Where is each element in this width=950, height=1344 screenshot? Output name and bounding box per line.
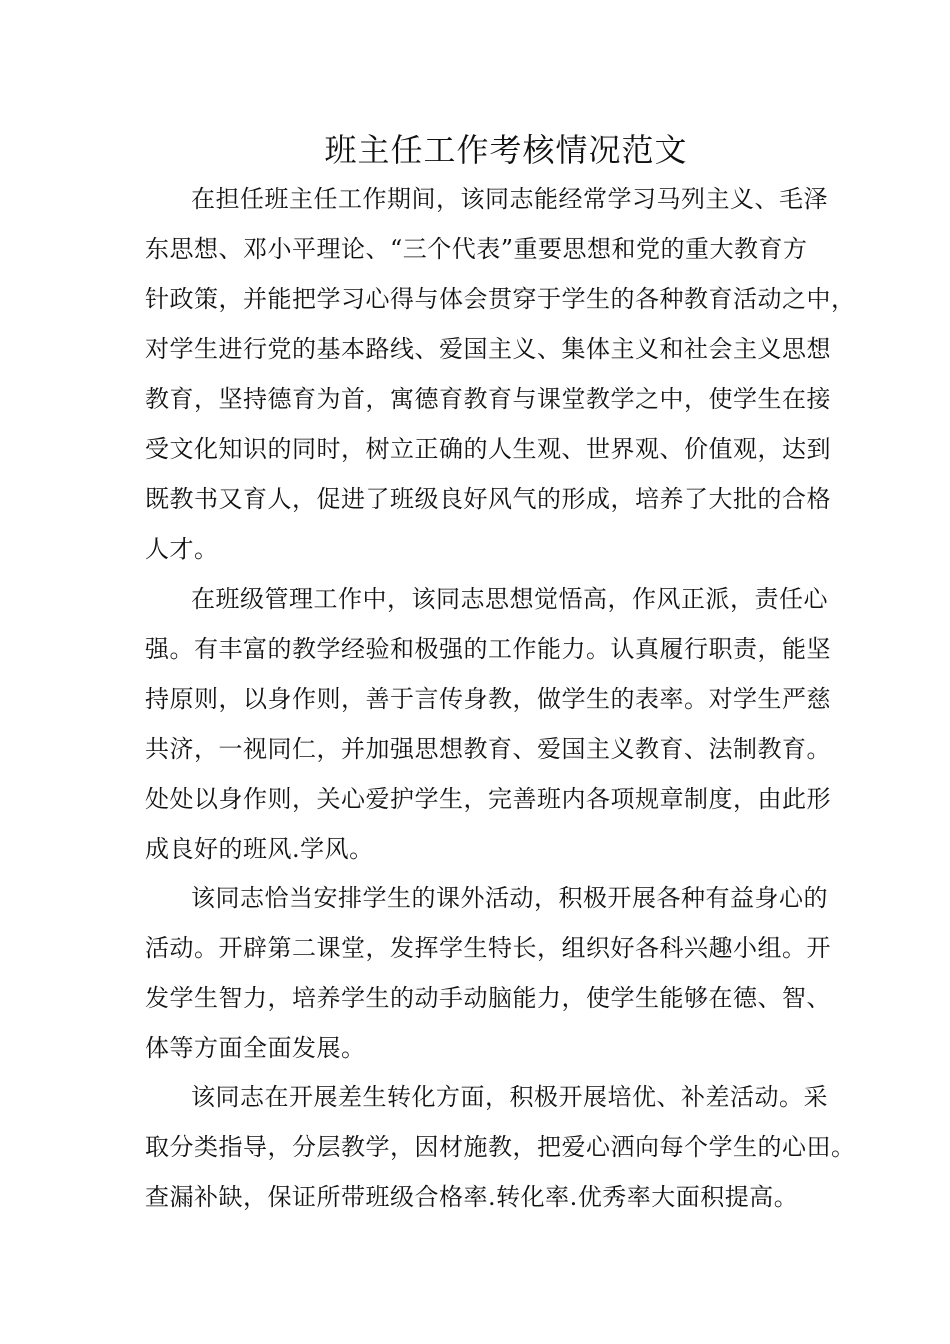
paragraph-1-line-4: 对学生进行党的基本路线、爱国主义、集体主义和社会主义思想 <box>145 335 831 363</box>
paragraph-1-line-1: 在担任班主任工作期间，该同志能经常学习马列主义、毛泽 <box>191 185 828 213</box>
paragraph-1-line-6: 受文化知识的同时，树立正确的人生观、世界观、价值观，达到 <box>145 435 831 463</box>
document-title: 班主任工作考核情况范文 <box>324 131 688 169</box>
paragraph-2-line-5: 处处以身作则，关心爱护学生，完善班内各项规章制度，由此形 <box>145 785 831 813</box>
paragraph-2-line-3: 持原则，以身作则，善于言传身教，做学生的表率。对学生严慈 <box>145 685 831 713</box>
paragraph-4-line-3: 查漏补缺，保证所带班级合格率.转化率.优秀率大面积提高。 <box>145 1183 799 1211</box>
paragraph-4-line-2: 取分类指导，分层教学，因材施教，把爱心洒向每个学生的心田。 <box>145 1133 856 1161</box>
paragraph-4-line-1: 该同志在开展差生转化方面，积极开展培优、补差活动。采 <box>191 1083 828 1111</box>
paragraph-3-line-1: 该同志恰当安排学生的课外活动，积极开展各种有益身心的 <box>191 884 828 912</box>
paragraph-1-line-2: 东思想、邓小平理论、“三个代表”重要思想和党的重大教育方 <box>145 235 808 263</box>
paragraph-3-line-2: 活动。开辟第二课堂，发挥学生特长，组织好各科兴趣小组。开 <box>145 934 831 962</box>
paragraph-3-line-4: 体等方面全面发展。 <box>145 1034 366 1062</box>
paragraph-2-line-1: 在班级管理工作中，该同志思想觉悟高，作风正派，责任心 <box>191 585 828 613</box>
paragraph-3-line-3: 发学生智力，培养学生的动手动脑能力，使学生能够在德、智、 <box>145 984 831 1012</box>
paragraph-1-line-3: 针政策，并能把学习心得与体会贯穿于学生的各种教育活动之中， <box>145 285 856 313</box>
paragraph-2-line-6: 成良好的班风.学风。 <box>145 835 374 863</box>
paragraph-1-line-5: 教育，坚持德育为首，寓德育教育与课堂教学之中，使学生在接 <box>145 385 831 413</box>
paragraph-2-line-2: 强。有丰富的教学经验和极强的工作能力。认真履行职责，能坚 <box>145 635 831 663</box>
paragraph-1-line-7: 既教书又育人，促进了班级良好风气的形成，培养了大批的合格 <box>145 485 831 513</box>
paragraph-2-line-4: 共济，一视同仁，并加强思想教育、爱国主义教育、法制教育。 <box>145 735 831 763</box>
paragraph-1-line-8: 人才。 <box>145 535 219 563</box>
